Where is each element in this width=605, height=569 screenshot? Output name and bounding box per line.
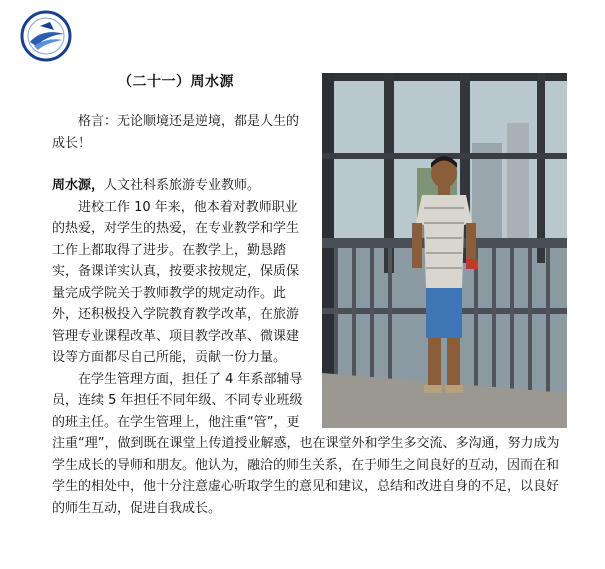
article-body xyxy=(52,111,567,519)
motto: 格言：无论顺境还是逆境，都是人生的成长！ xyxy=(52,114,300,151)
paragraph-student-management: 在学生管理方面，担任了 4 年系部辅导员，连续 5 年担任不同年级、不同专业班级的班主任。在学生管理上，他注重“管”，更注重“理”，做到既在课堂上传道授业解惑，也在课堂外和学生多交流、多沟通，努力成为学生成长的导师和朋友。他认为，融洽的师生关系，在于师生之间良好的互动，因而在和学生的相处中，他十分注意虚心听取学生的意见和建议，总结和改进自身的不足，以良好的师生互动，促进自我成长。 xyxy=(52,371,560,516)
school-logo xyxy=(20,10,72,62)
page-title: （二十一）周水源 xyxy=(118,74,234,90)
teacher-name: 周水源， xyxy=(52,178,105,193)
paragraph-teaching: 进校工作 10 年来，他本着对教师职业的热爱，对学生的热爱，在专业教学和学生工作上都取得了进步。在教学上，勤恳踏实，备课详实认真，按要求按规定，保质保量完成学院关于教师教学的规定动作。此外，还积极投入学院教育教学改革，在旅游管理专业课程改革、项目教学改革、微课建设等方面都尽自己所能，贡献一份力量。 xyxy=(52,199,300,365)
teacher-role: 人文社科系旅游专业教师。 xyxy=(104,178,261,193)
